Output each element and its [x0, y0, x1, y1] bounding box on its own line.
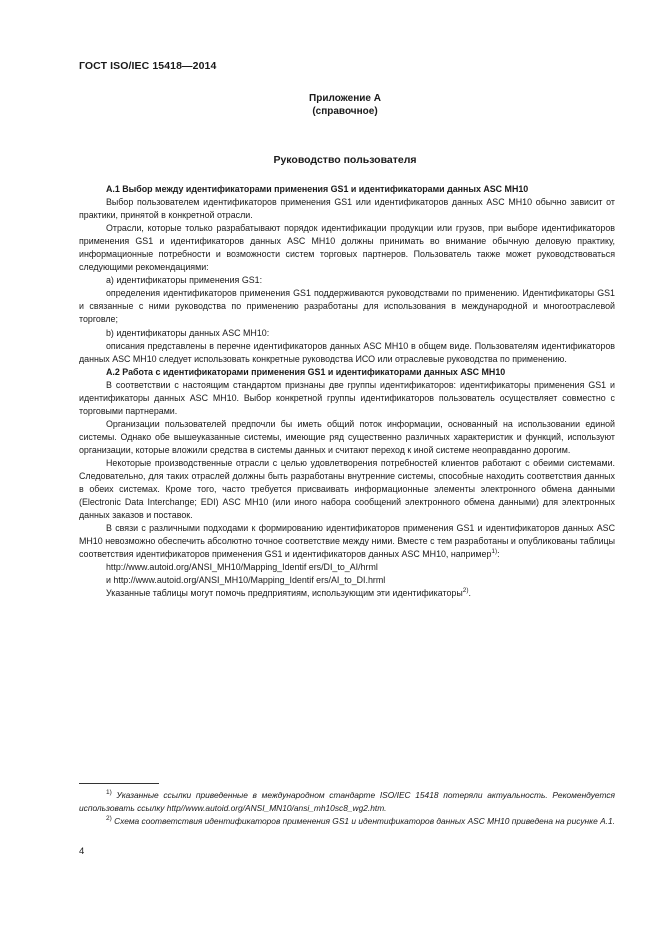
list-item-b: b) идентификаторы данных ASC MH10:: [106, 327, 270, 338]
paragraph: Отрасли, которые только разрабатывают порядок идентификации продукции или грузов, при выборе идентификаторов применения GS1 и идентификаторов данных ASC MH10 должны принимать во внимание обычную деловую практику, информационные потребности и возможности систем торговых партнеров. Пользователь также может руководствоваться следующими рекомендациями:: [79, 223, 615, 273]
footnote-ref-2: 2): [462, 587, 469, 595]
paragraph: Некоторые производственные отрасли с целью удовлетворения потребностей клиентов работают с обеими системами. Следовательно, для таких отраслей должны быть разработаны внутренние системы, способные находить соответствия данных в обеих системах. Кроме того, часто требуется присваивать информационные элементы электронного обмена данными (Electronic Data Interchange; EDI) ASC MH10 (или иного набора сообщений электронного обмена данными) для электронных данных заказов и поставок.: [79, 457, 615, 521]
body-text: [79, 183, 615, 601]
section-a1-heading: А.1 Выбор между идентификаторами применения GS1 и идентификаторами данных ASC MH10: [106, 184, 529, 194]
footnote-mark-1: 1): [106, 789, 112, 797]
footnote-divider: [79, 783, 159, 784]
footnote-ref-1: 1): [491, 548, 498, 556]
footnotes: [79, 789, 615, 828]
paragraph: В соответствии с настоящим стандартом признаны две группы идентификаторов: идентификаторы применения GS1 и идентификаторы данных ASC MH10. Выбор конкретной группы идентификаторов пользователь осуществляет совместно с торговыми партнерами.: [79, 379, 615, 416]
url-link-1[interactable]: http://www.autoid.org/ANSI_MH10/Mapping_Identif ers/DI_to_AI/hrml: [106, 562, 378, 573]
paragraph: определения идентификаторов применения GS1 поддерживаются руководствами по применению. Идентификаторы GS1 и связанные с ними руководства по применению разработаны для использования в международной и многоотраслевой торговле;: [79, 288, 615, 325]
paragraph: описания представлены в перечне идентификаторов данных ASC MH10 в общем виде. Пользователям идентификаторов данных ASC MH10 следует использовать конкретные руководства ИСО или отраслевые руководства по применению.: [79, 340, 615, 364]
paragraph: [79, 522, 615, 561]
footnote-text-2: Схема соответствия идентификаторов применения GS1 и идентификаторов данных ASC MH10 приведена на рисунке А.1.: [114, 816, 615, 826]
paragraph-end: .: [468, 588, 471, 599]
standard-code: ГОСТ ISO/IEC 15418—2014: [79, 60, 217, 72]
list-item-a: а) идентификаторы применения GS1:: [106, 275, 263, 286]
footnote-text-1: Указанные ссылки приведенные в международном стандарте ISO/IEC 15418 потеряли актуальность. Рекомендуется использовать ссылку http//www.autoid.org/ANSI_MN10/ansi_mh10sc8_wg2.htm.: [79, 790, 616, 813]
footnote-1: [79, 789, 615, 815]
paragraph-text: Указанные таблицы могут помочь предприятиям, использующим эти идентификаторы: [106, 588, 463, 599]
footnote-2: [79, 815, 615, 828]
footnote-mark-2: 2): [106, 815, 112, 823]
guide-title: Руководство пользователя: [273, 154, 417, 166]
page-number: 4: [79, 846, 85, 857]
section-a2-heading: А.2 Работа с идентификаторами применения GS1 и идентификаторами данных ASC MH10: [106, 366, 506, 377]
paragraph: [79, 587, 615, 600]
annex-title: Приложение А: [309, 93, 381, 104]
paragraph-text: В связи с различными подходами к формированию идентификаторов применения GS1 и идентификаторов данных ASC MH10 невозможно обеспечить абсолютно точное соответствие между ними. Вместе с тем разработаны и опубликованы таблицы соответствия идентификаторов применения GS1 и идентификаторов данных ASC MH10, например: [79, 523, 615, 560]
annex-subtitle: (справочное): [312, 106, 378, 117]
paragraph: Организации пользователей предпочли бы иметь общий поток информации, основанный на использовании единой системы. Однако обе вышеуказанные системы, имеющие ряд существенно различных характеристик и функций, используют организации, которые вложили средства в системы данных и считают переход к иной системе неоправданно дорогим.: [79, 418, 615, 455]
paragraph: Выбор пользователем идентификаторов применения GS1 или идентификаторов данных ASC MH10 обычно зависит от практики, принятой в конкретной отрасли.: [79, 197, 615, 221]
paragraph-end: :: [497, 549, 500, 560]
url-link-2[interactable]: и http://www.autoid.org/ANSI_MH10/Mapping_Identif ers/AI_to_DI.hrml: [106, 575, 386, 586]
